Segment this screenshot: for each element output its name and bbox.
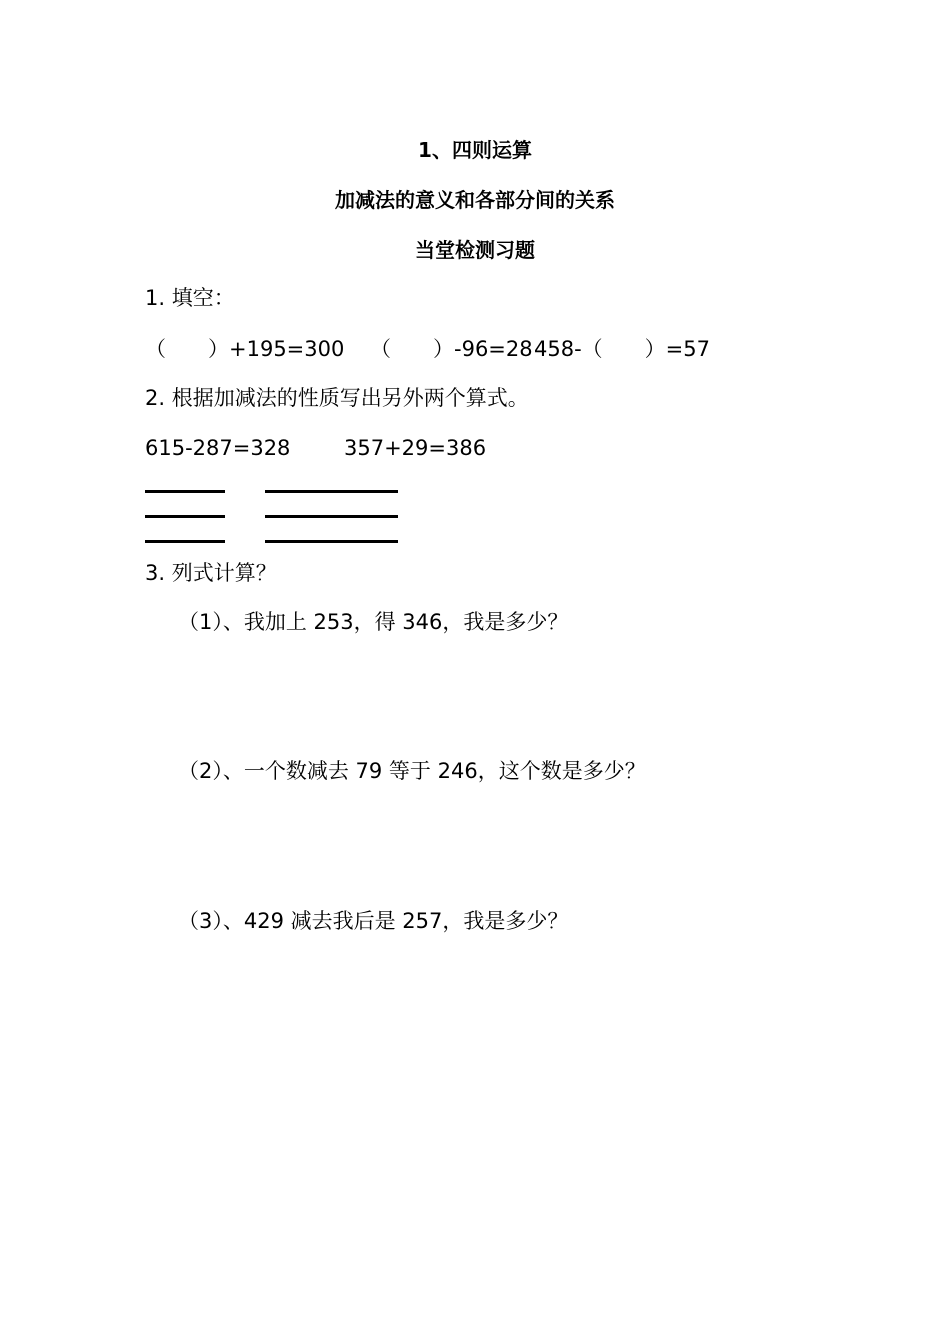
question-3-sub-1: （1）、我加上 253，得 346，我是多少？ — [178, 610, 569, 634]
question-1-item-c: 458-（ ）=57 — [534, 337, 710, 361]
document-subtitle: 加减法的意义和各部分间的关系 — [335, 188, 615, 212]
answer-blank-line — [145, 515, 225, 518]
question-1-item-a: （ ）+195=300 — [145, 337, 345, 361]
section-heading: 当堂检测习题 — [415, 238, 535, 262]
question-3-sub-2: （2）、一个数减去 79 等于 246，这个数是多少？ — [178, 759, 646, 783]
answer-blank-line — [145, 540, 225, 543]
answer-blank-line — [145, 490, 225, 493]
answer-blank-line — [265, 490, 398, 493]
question-1-label: 1. 填空： — [145, 286, 235, 310]
question-2-equation-b: 357+29=386 — [344, 436, 487, 460]
document-title: 1、四则运算 — [418, 138, 532, 162]
answer-blank-line — [265, 515, 398, 518]
question-3-sub-3: （3）、429 减去我后是 257，我是多少？ — [178, 909, 569, 933]
answer-blank-line — [265, 540, 398, 543]
question-2-label: 2. 根据加减法的性质写出另外两个算式。 — [145, 386, 529, 410]
question-2-equation-a: 615-287=328 — [145, 436, 291, 460]
question-3-label: 3. 列式计算？ — [145, 561, 277, 585]
question-1-item-b: （ ）-96=28 — [370, 337, 533, 361]
